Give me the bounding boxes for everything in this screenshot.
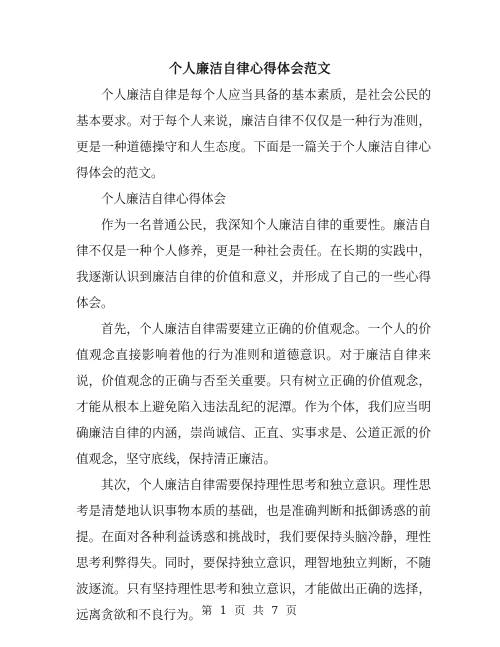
page-footer: 第 1 页 共 7 页 xyxy=(201,604,299,617)
body-paragraph-3: 其次，个人廉洁自律需要保持理性思考和独立意识。理性思考是清楚地认识事物本质的基础，也是准确判断和抵御诱惑的前提。在面对各种利益诱惑和挑战时，我们要保持头脑冷静，理性思考利弊得失。同时，要保持独立意识，理智地独立判断，不随波逐流。只有坚持理性思考和独立意识，才能做出正确的选择，远离贪欲和不良行为。 xyxy=(76,477,431,622)
document-title: 个人廉洁自律心得体会范文 xyxy=(168,62,331,77)
body-paragraph-2: 首先，个人廉洁自律需要建立正确的价值观念。一个人的价值观念直接影响着他的行为准则和道德意识。对于廉洁自律来说，价值观念的正确与否至关重要。只有树立正确的价值观念，才能从根本上避免陷入违法乱纪的泥潭。作为个体，我们应当明确廉洁自律的内涵，崇尚诚信、正直、实事求是、公道正派的价值观念，坚守底线，保持清正廉洁。 xyxy=(76,321,431,466)
section-heading: 个人廉洁自律心得体会 xyxy=(101,191,227,206)
body-paragraph-1: 作为一名普通公民，我深知个人廉洁自律的重要性。廉洁自律不仅是一种个人修养，更是一种社会责任。在长期的实践中，我逐渐认识到廉洁自律的价值和意义，并形成了自己的一些心得体会。 xyxy=(76,217,431,310)
document-body xyxy=(76,82,431,628)
intro-paragraph: 个人廉洁自律是每个人应当具备的基本素质，是社会公民的基本要求。对于每个人来说，廉洁自律不仅仅是一种行为准则，更是一种道德操守和人生态度。下面是一篇关于个人廉洁自律心得体会的范文。 xyxy=(76,87,431,180)
